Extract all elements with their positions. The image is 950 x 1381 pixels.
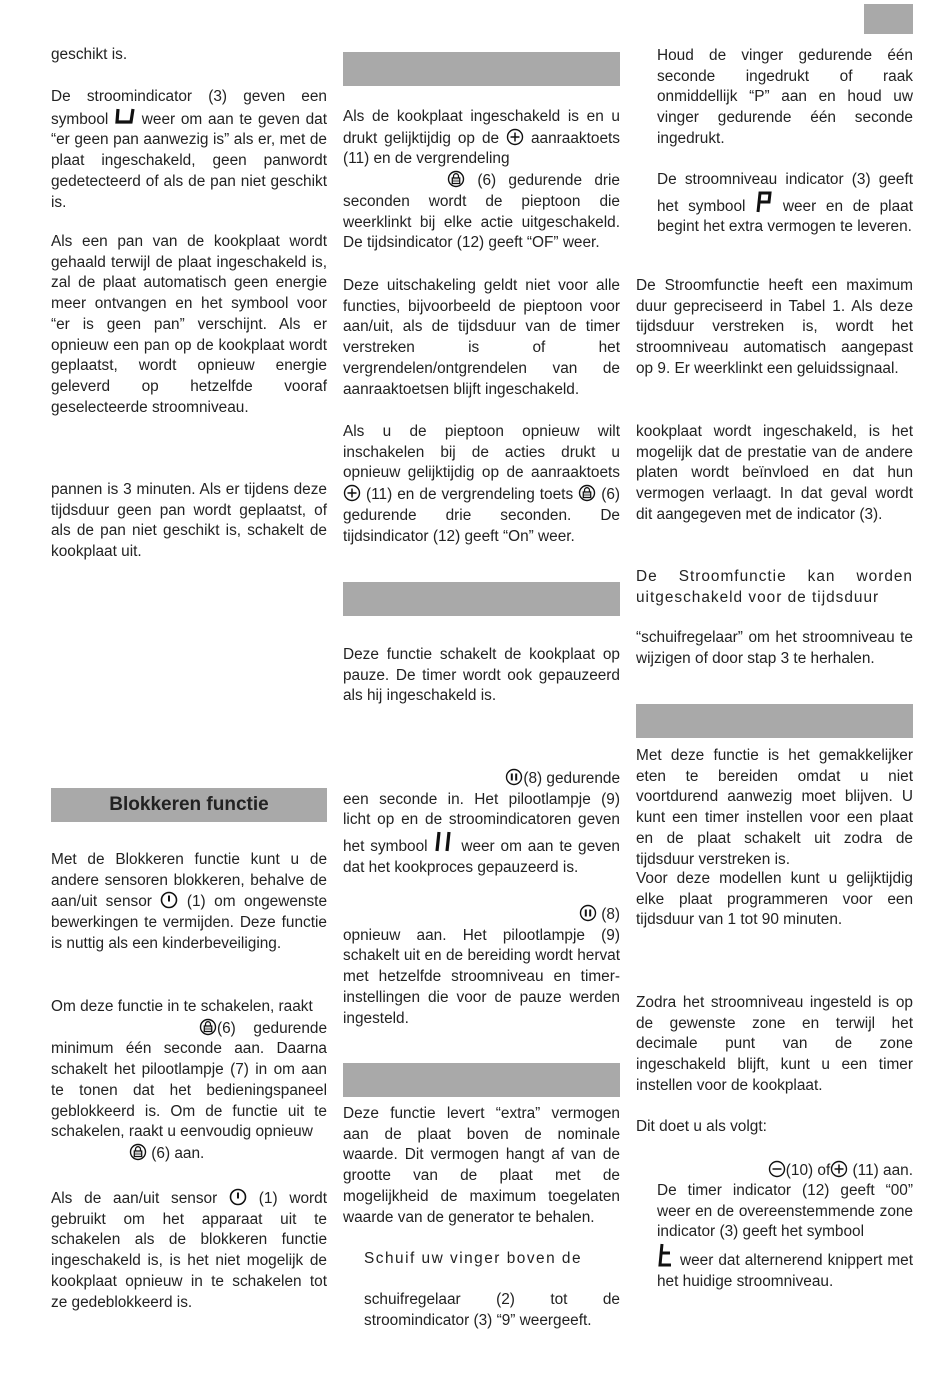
paragraph: De Stroomfunctie kan worden uitgeschakeld voor de tijdsduur <box>636 568 913 606</box>
paragraph: Voor deze modellen kunt u gelijktijdig elke plaat programmeren voor een tijdsduur van 1 tot 90 minuten. <box>636 870 913 929</box>
paragraph: (10) of (11) aan. <box>657 1160 913 1182</box>
paragraph: (8) opnieuw aan. Het pilootlampje (9) schakelt uit en de bereiding wordt hervat met hetzelfde stroomniveau en timer-instellingen die voor de pauze werden ingesteld. <box>343 906 620 1027</box>
paragraph: Deze functie levert “extra” vermogen aan de plaat boven de nominale waarde. Dit vermogen hangt af van de grootte van de plaat met de mogelijkheid de maximum toegelaten waarde van de generator te behalen. <box>343 1105 620 1226</box>
lock-icon <box>578 484 596 502</box>
paragraph: De stroomniveau indicator (3) geeft het symbool weer en de plaat begint het extra vermogen te leveren. <box>657 171 913 236</box>
paragraph: Als een pan van de kookplaat wordt gehaald terwijl de plaat ingeschakeld is, zal de plaat automatisch geen energie meer ontvangen en het symbool voor “er is geen pan” verschijnt. Als er opnieuw een pan op de kookplaat wordt geplaatst, wordt opnieuw energie geleverd op hetzelfde vooraf geselecteerde stroomniveau. <box>51 233 327 416</box>
pause-icon <box>579 904 597 922</box>
plus-icon <box>830 1160 848 1178</box>
pause-icon <box>505 768 523 786</box>
no-pan-symbol-icon <box>114 108 136 126</box>
paragraph: (8) gedurende een seconde in. Het pilootlampje (9) licht op en de stroomindicatoren geven het symbool weer om aan te geven dat het kookproces gepauzeerd is. <box>343 770 620 876</box>
lock-icon <box>199 1018 217 1036</box>
paragraph: De timer indicator (12) geeft “00” weer en de overeenstemmende zone indicator (3) geeft het symbool weer dat alternerend knippert met het huidige stroomniveau. <box>657 1182 913 1290</box>
section-header-bar <box>343 582 620 616</box>
pause-symbol-icon <box>433 831 455 853</box>
paragraph: pannen is 3 minuten. Als er tijdens deze tijdsduur geen pan wordt geplaatst, of als de pan niet geschikt is, schakelt de kookplaat uit. <box>51 481 327 561</box>
paragraph: Als u de pieptoon opnieuw wilt inschakelen bij de acties drukt u opnieuw gelijktijdig op de aanraaktoets (11) en de vergrendeling toets (6) gedurende drie seconden. De tijdsindicator (12) geeft “On” weer. <box>343 423 620 545</box>
paragraph: De stroomindicator (3) geven een symbool weer om aan te geven dat “er geen pan aanwezig is” als er, met de plaat ingeschakeld, geen panwordt gedetecteerd of als de pan niet geschikt is. <box>51 88 327 211</box>
section-header-blokkeren: Blokkeren functie <box>51 788 327 822</box>
paragraph: De Stroomfunctie heeft een maximum duur gepreciseerd in Tabel 1. Als deze tijdsduur verstreken is, wordt het stroomniveau automatisch aangepast op 9. Er weerklinkt een geluidssignaal. <box>636 277 913 377</box>
paragraph: Schuif uw vinger boven de <box>364 1250 583 1267</box>
paragraph: schuifregelaar (2) tot de stroomindicator (3) “9” weergeeft. <box>364 1291 620 1329</box>
paragraph: Met deze functie is het gemakkelijker eten te bereiden omdat u niet voortdurend aanwezig moet blijven. U kunt een timer instellen voor een plaat en de plaat schakelt uit zodra de tijdsduur verstreken is. <box>636 747 913 868</box>
section-header-bar <box>343 1063 620 1097</box>
plus-icon <box>506 128 524 146</box>
minus-icon <box>768 1160 786 1178</box>
paragraph: “schuifregelaar” om het stroomniveau te wijzigen of door stap 3 te herhalen. <box>636 629 913 667</box>
timer-symbol-icon <box>657 1243 675 1267</box>
paragraph: Als de kookplaat ingeschakeld is en u drukt gelijktijdig op de aanraaktoets (11) en de vergrendeling (6) gedurende drie seconden wordt de pieptoon die weerklinkt bij elke actie uitgeschakeld. De tijdsindicator (12) geeft “OF” weer. <box>343 108 620 252</box>
page-tab-marker <box>864 4 913 34</box>
plus-icon <box>343 484 361 502</box>
section-header-bar <box>343 52 620 86</box>
p-symbol-icon <box>755 191 773 213</box>
paragraph: Deze functie schakelt de kookplaat op pauze. De timer wordt ook gepauzeerd als hij ingeschakeld is. <box>343 646 620 705</box>
paragraph: Als de aan/uit sensor (1) wordt gebruikt om het apparaat uit te schakelen als de blokkeren functie ingeschakeld is, is het niet mogelijk de kookplaat opnieuw in te schakelen tot ze gedeblokkeerd is. <box>51 1190 327 1311</box>
paragraph: geschikt is. <box>51 46 128 63</box>
paragraph: Zodra het stroomniveau ingesteld is op de gewenste zone en terwijl het decimale punt van de zone ingeschakeld blijft, kunt u een timer instellen voor de kookplaat. <box>636 994 913 1094</box>
paragraph: Met de Blokkeren functie kunt u de andere sensoren blokkeren, behalve de aan/uit sensor (1) om ongewenste bewerkingen te vermijden. Deze functie is nuttig als een kinderbeveiliging. <box>51 851 328 952</box>
power-icon <box>229 1188 247 1206</box>
lock-icon <box>447 170 465 188</box>
power-icon <box>160 891 178 909</box>
paragraph: Houd de vinger gedurende één seconde ingedrukt of raak onmiddellijk “P” aan en houd uw vinger gedurende één seconde ingedrukt. <box>657 47 913 147</box>
paragraph: kookplaat wordt ingeschakeld, is het mogelijk dat de prestatie van de andere platen wordt beïnvloed en dat hun vermogen verlaagt. In dat geval wordt dit aangegeven met de indicator (3). <box>636 423 913 523</box>
paragraph: Om deze functie in te schakelen, raakt (6) gedurende minimum één seconde aan. Daarna schakelt het pilootlampje (7) in om aan te tonen dat het bedieningspaneel geblokkeerd is. Om de functie uit te schakelen, raakt u eenvoudig opnieuw (6) aan. <box>51 998 327 1162</box>
paragraph: Deze uitschakeling geldt niet voor alle functies, bijvoorbeeld de pieptoon voor aan/uit, als de tijdsduur van de timer verstreken is of het vergrendelen/ontgrendelen van de aanraaktoetsen blijft ingeschakeld. <box>343 277 620 398</box>
paragraph: Dit doet u als volgt: <box>636 1118 767 1135</box>
section-header-bar <box>636 704 913 738</box>
lock-icon <box>129 1143 147 1161</box>
